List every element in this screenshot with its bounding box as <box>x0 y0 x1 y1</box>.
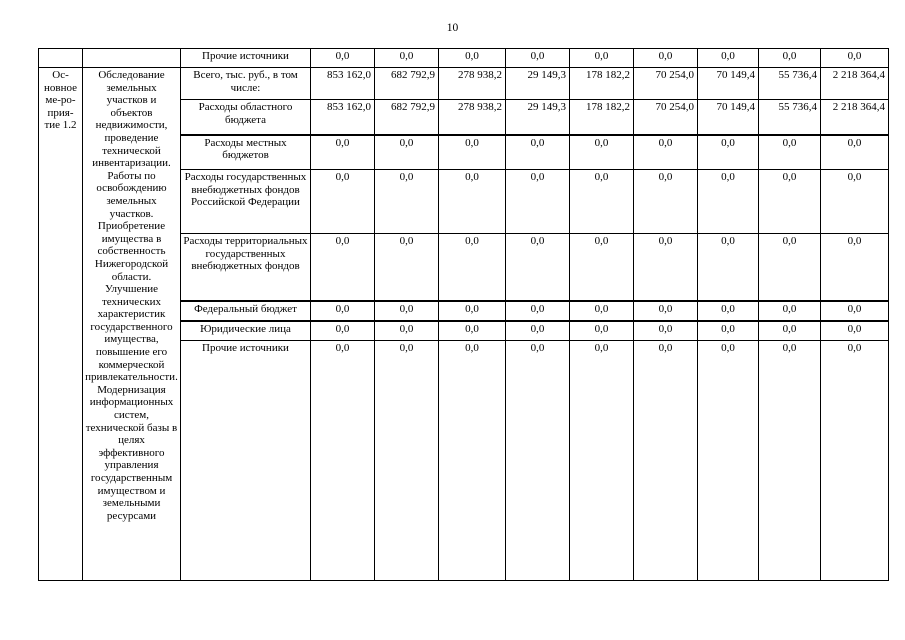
value-cell: 0,0 <box>506 234 570 301</box>
table-row-total <box>39 68 889 100</box>
value-cell: 0,0 <box>634 49 698 68</box>
value-cell: 0,0 <box>570 341 634 581</box>
value-cell: 55 736,4 <box>759 100 821 135</box>
value-cell: 278 938,2 <box>439 100 506 135</box>
value-cell: 0,0 <box>311 301 375 321</box>
value-cell: 0,0 <box>439 301 506 321</box>
source-cell: Расходы территориальных государственных внебюджетных фондов <box>181 234 311 301</box>
source-cell: Прочие источники <box>181 49 311 68</box>
description-cell-empty <box>83 49 181 68</box>
value-cell: 0,0 <box>311 341 375 581</box>
value-cell: 70 149,4 <box>698 100 759 135</box>
value-cell: 0,0 <box>375 135 439 170</box>
value-cell: 0,0 <box>311 49 375 68</box>
value-cell: 0,0 <box>698 301 759 321</box>
value-cell: 0,0 <box>821 170 889 234</box>
value-cell: 0,0 <box>759 170 821 234</box>
source-cell: Расходы областного бюджета <box>181 100 311 135</box>
value-cell: 0,0 <box>698 341 759 581</box>
value-cell: 0,0 <box>570 321 634 341</box>
value-cell: 0,0 <box>759 301 821 321</box>
value-cell: 0,0 <box>506 321 570 341</box>
value-cell: 0,0 <box>570 234 634 301</box>
value-cell: 682 792,9 <box>375 68 439 100</box>
value-cell: 0,0 <box>439 341 506 581</box>
value-cell: 0,0 <box>634 234 698 301</box>
value-cell: 0,0 <box>698 234 759 301</box>
value-cell: 0,0 <box>311 170 375 234</box>
value-cell: 55 736,4 <box>759 68 821 100</box>
value-cell: 0,0 <box>634 170 698 234</box>
value-cell: 0,0 <box>375 321 439 341</box>
value-cell: 0,0 <box>821 341 889 581</box>
value-cell: 0,0 <box>375 234 439 301</box>
value-cell: 0,0 <box>570 170 634 234</box>
value-cell: 0,0 <box>759 135 821 170</box>
value-cell: 0,0 <box>570 135 634 170</box>
value-cell: 0,0 <box>634 135 698 170</box>
value-cell: 0,0 <box>821 321 889 341</box>
value-cell: 29 149,3 <box>506 100 570 135</box>
value-cell: 278 938,2 <box>439 68 506 100</box>
value-cell: 0,0 <box>375 49 439 68</box>
source-cell: Расходы местных бюджетов <box>181 135 311 170</box>
value-cell: 2 218 364,4 <box>821 68 889 100</box>
source-cell: Всего, тыс. руб., в том числе: <box>181 68 311 100</box>
source-cell: Прочие источники <box>181 341 311 581</box>
value-cell: 0,0 <box>759 321 821 341</box>
source-cell: Федеральный бюджет <box>181 301 311 321</box>
value-cell: 0,0 <box>439 170 506 234</box>
value-cell: 0,0 <box>821 234 889 301</box>
value-cell: 0,0 <box>311 135 375 170</box>
budget-table <box>38 48 889 581</box>
value-cell: 0,0 <box>698 49 759 68</box>
value-cell: 0,0 <box>375 341 439 581</box>
value-cell: 0,0 <box>698 135 759 170</box>
value-cell: 0,0 <box>506 301 570 321</box>
value-cell: 0,0 <box>634 321 698 341</box>
measure-description-cell: Обследование земельных участков и объектов недвижимости, проведение технической инвентаризации. Работы по освобождению земельных участков. Приобретение имущества в собственность Нижегородской области. Улучшение технических характеристик государственного имущества, повышение его коммерческой привлекательности. Модернизация информационных систем, технической базы в целях эффективного управления государственным имуществом и земельными ресурсами <box>83 68 181 581</box>
value-cell: 0,0 <box>698 170 759 234</box>
value-cell: 0,0 <box>570 49 634 68</box>
code-cell-empty <box>39 49 83 68</box>
value-cell: 0,0 <box>634 341 698 581</box>
value-cell: 0,0 <box>821 135 889 170</box>
value-cell: 0,0 <box>698 321 759 341</box>
value-cell: 0,0 <box>311 321 375 341</box>
source-cell: Расходы государственных внебюджетных фондов Российской Федерации <box>181 170 311 234</box>
value-cell: 853 162,0 <box>311 68 375 100</box>
value-cell: 70 254,0 <box>634 100 698 135</box>
value-cell: 70 149,4 <box>698 68 759 100</box>
value-cell: 0,0 <box>439 49 506 68</box>
value-cell: 0,0 <box>759 341 821 581</box>
value-cell: 0,0 <box>759 49 821 68</box>
value-cell: 178 182,2 <box>570 100 634 135</box>
value-cell: 0,0 <box>439 135 506 170</box>
value-cell: 0,0 <box>570 301 634 321</box>
value-cell: 682 792,9 <box>375 100 439 135</box>
value-cell: 0,0 <box>506 135 570 170</box>
table-row-top <box>39 49 889 68</box>
value-cell: 0,0 <box>439 234 506 301</box>
source-cell: Юридические лица <box>181 321 311 341</box>
value-cell: 2 218 364,4 <box>821 100 889 135</box>
value-cell: 0,0 <box>311 234 375 301</box>
value-cell: 0,0 <box>506 49 570 68</box>
value-cell: 0,0 <box>375 170 439 234</box>
value-cell: 0,0 <box>759 234 821 301</box>
value-cell: 0,0 <box>821 301 889 321</box>
value-cell: 70 254,0 <box>634 68 698 100</box>
value-cell: 0,0 <box>634 301 698 321</box>
value-cell: 0,0 <box>506 170 570 234</box>
value-cell: 29 149,3 <box>506 68 570 100</box>
value-cell: 853 162,0 <box>311 100 375 135</box>
measure-code-cell: Ос-новное ме-ро-прия-тие 1.2 <box>39 68 83 581</box>
value-cell: 0,0 <box>375 301 439 321</box>
page-number: 10 <box>446 22 459 34</box>
value-cell: 0,0 <box>439 321 506 341</box>
value-cell: 178 182,2 <box>570 68 634 100</box>
value-cell: 0,0 <box>821 49 889 68</box>
value-cell: 0,0 <box>506 341 570 581</box>
